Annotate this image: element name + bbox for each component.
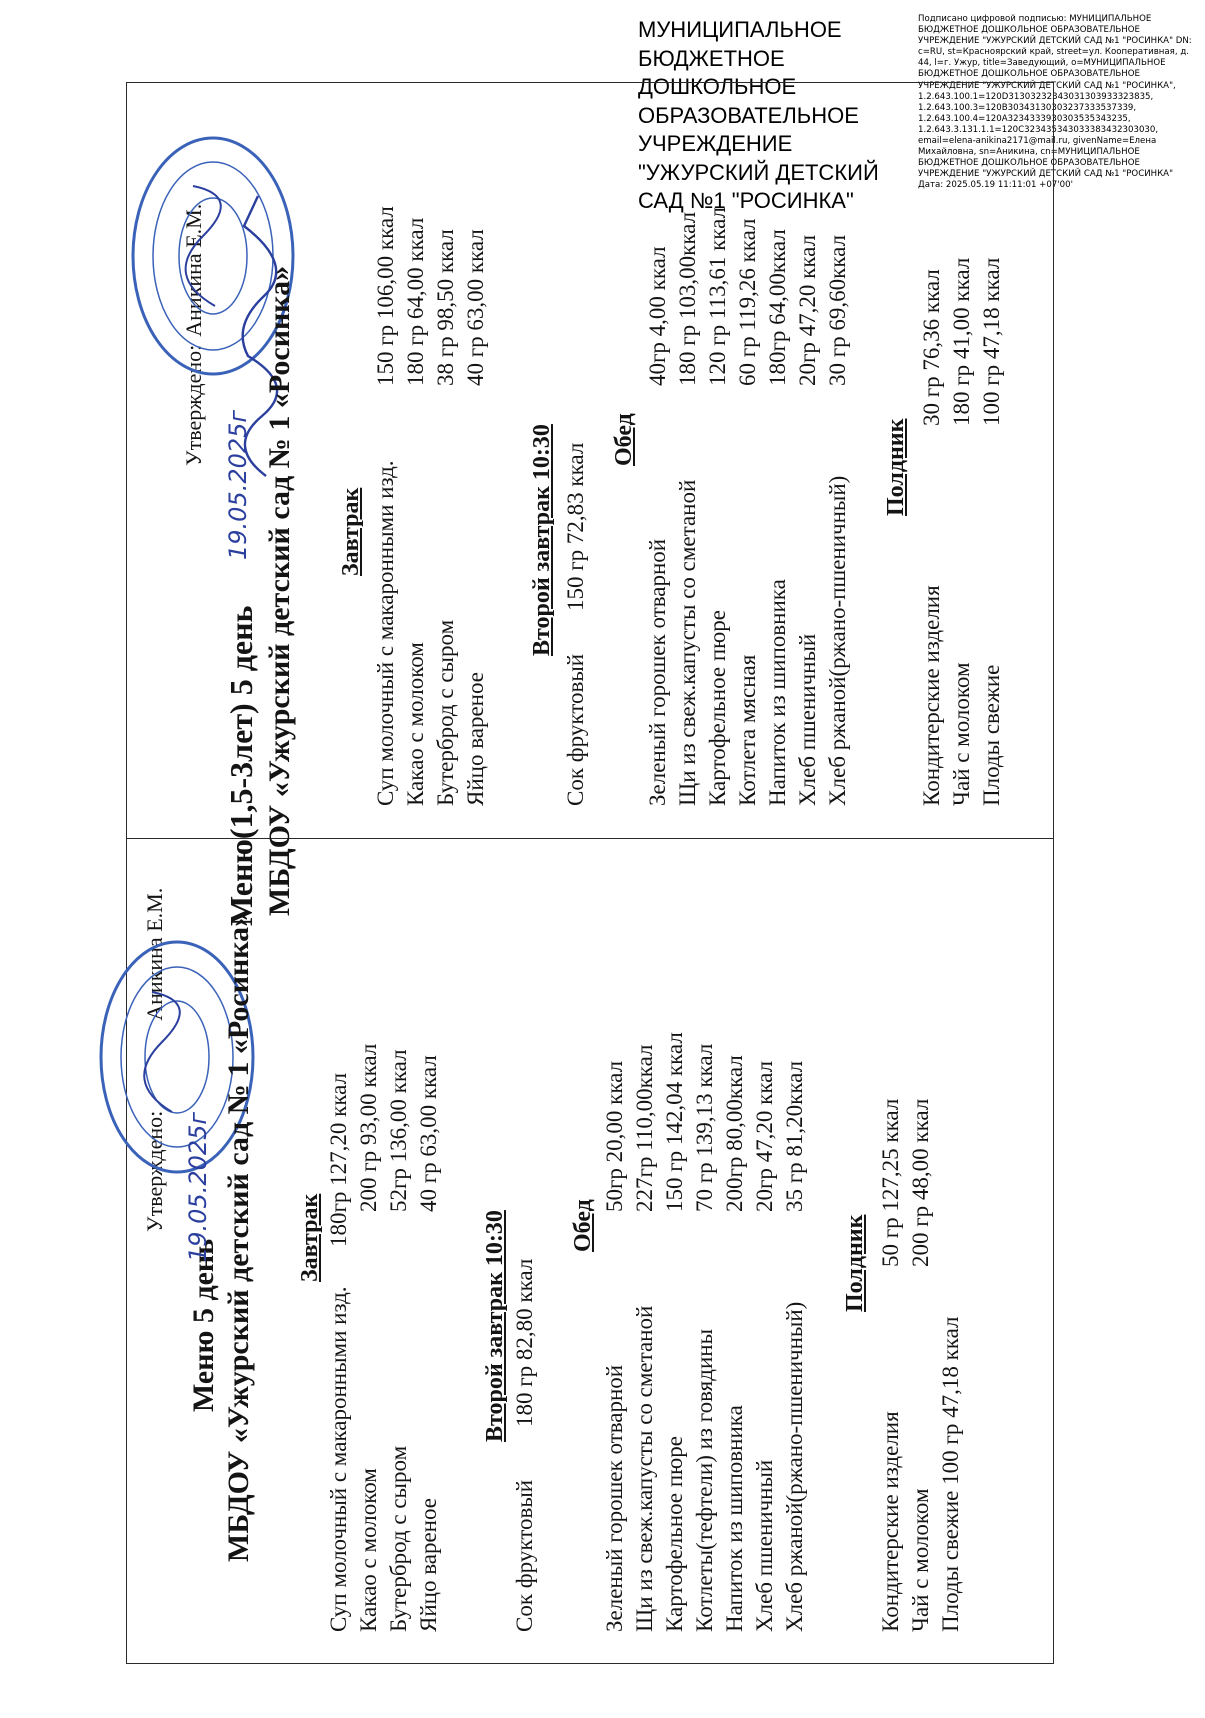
list-item [356,1043,382,1632]
list-item [373,206,399,806]
list-item [602,1060,628,1632]
dish-value: 200 гр 48,00 ккал [908,1098,933,1267]
dish-value: 52гр 136,00 ккал [386,1049,411,1212]
dish-value: 150 гр 142,04 ккал [662,1032,687,1212]
dish-name: Напиток из шиповника [765,579,790,806]
dish-value: 227гр 110,00ккал [632,1044,657,1212]
list-item [326,1072,352,1632]
dish-name: Какао с молоком [356,1468,381,1632]
dish-value: 200 гр 93,00 ккал [356,1043,381,1212]
list-item [919,269,945,806]
dish-value: 50гр 20,00 ккал [602,1060,627,1212]
dish-name: Чай с молоком [908,1488,933,1632]
list-item [765,229,791,806]
signer-organization-name: МУНИЦИПАЛЬНОЕ БЮДЖЕТНОЕ ДОШКОЛЬНОЕ ОБРАЗОВАТЕЛЬНОЕ УЧРЕЖДЕНИЕ "УЖУРСКИЙ ДЕТСКИЙ САД №1 "РОСИНКА" [638,17,879,213]
list-item [512,1258,538,1632]
dish-name: Плоды свежие 100 гр 47,18 ккал [938,1316,963,1632]
dish-value: 20гр 47,20 ккал [795,234,820,386]
dish-name: Зеленый горошек отварной [602,1364,627,1632]
dish-name: Напиток из шиповника [722,1405,747,1632]
dish-name: Котлеты(тефтели) из говядины [692,1328,717,1632]
dish-value: 40 гр 63,00 ккал [463,229,488,386]
handwritten-date: 19.05.2025г [184,1111,212,1262]
dish-name: Картофельное пюре [662,1435,687,1632]
dish-name: Котлета мясная [735,654,760,806]
dish-value: 100 гр 47,18 ккал [979,257,1004,426]
dish-name: Хлеб пшеничный [795,633,820,806]
menu-title: Меню 5 день [187,1238,220,1412]
dish-name: Какао с молоком [403,642,428,806]
dish-value: 40 гр 63,00 ккал [416,1055,441,1212]
dish-value: 40гр 4,00 ккал [645,246,670,386]
dish-name: Бутерброд с сыром [386,1445,411,1632]
dish-value: 180 гр 41,00 ккал [949,257,974,426]
list-item [705,207,731,806]
dish-value: 150 гр 72,83 ккал [563,442,588,611]
list-item [782,1060,808,1632]
list-item [825,234,851,806]
approved-by: Аникина Е.М. [142,887,167,1021]
dish-value: 180 гр 103,00ккал [675,211,700,386]
menu-subtitle: МБДОУ «Ужурский детский сад № 1 «Росинка» [222,911,255,1562]
list-item [403,217,429,806]
dish-value: 60 гр 119,26 ккал [735,218,760,386]
dish-name: Суп молочный с макаронными изд. [373,460,398,806]
dish-name: Суп молочный с макаронными изд. [326,1286,351,1632]
section-heading-second-breakfast: Второй завтрак 10:30 [529,424,555,656]
dish-value: 200гр 80,00ккал [722,1055,747,1212]
dish-value: 35 гр 81,20ккал [782,1060,807,1212]
section-heading-breakfast: Завтрак [338,487,364,576]
menu-title: Меню(1,5-3лет) 5 день [223,605,259,926]
dish-value: 180 гр 82,80 ккал [512,1258,537,1427]
dish-value: 180 гр 64,00 ккал [403,217,428,386]
dish-value: 70 гр 139,13 ккал [692,1043,717,1212]
section-heading-second-breakfast: Второй завтрак 10:30 [482,1210,508,1442]
list-item [662,1032,688,1632]
section-heading-snack: Полдник [842,1214,868,1312]
dish-name: Хлеб пшеничный [752,1459,777,1632]
dish-name: Кондитерские изделия [919,585,944,806]
dish-value: 50 гр 127,25 ккал [878,1098,903,1267]
section-heading-lunch: Обед [570,1199,596,1252]
list-item [433,229,459,806]
list-item [416,1055,442,1632]
dish-name: Хлеб ржаной(ржано-пшеничный) [782,1301,807,1632]
dish-name: Щи из свеж.капусты со сметаной [675,479,700,806]
list-item [675,211,701,806]
list-item [795,234,821,806]
dish-name: Плоды свежие [979,664,1004,806]
list-item [463,229,489,806]
dish-value: 180гр 64,00ккал [765,229,790,386]
approved-label: Утверждено: [142,1110,167,1232]
dish-value: 30 гр 76,36 ккал [919,269,944,426]
section-heading-breakfast: Завтрак [297,1193,323,1282]
dish-value: 30 гр 69,60ккал [825,234,850,386]
section-heading-lunch: Обед [611,413,637,466]
list-item [722,1055,748,1632]
list-item [692,1043,718,1632]
approved-label: Утверждено: [181,344,206,466]
list-item [878,1098,904,1632]
list-item [735,218,761,806]
list-item [563,442,589,806]
dish-name: Яйцо вареное [463,672,488,806]
list-item [938,1317,964,1632]
dish-name: Зеленый горошек отварной [645,538,670,806]
list-item [949,257,975,806]
dish-name: Хлеб ржаной(ржано-пшеничный) [825,475,850,806]
dish-value: 38 гр 98,50 ккал [433,229,458,386]
digital-signature-details: Подписано цифровой подписью: МУНИЦИПАЛЬНОЕ БЮДЖЕТНОЕ ДОШКОЛЬНОЕ ОБРАЗОВАТЕЛЬНОЕ УЧРЕЖДЕНИЕ "УЖУРСКИЙ ДЕТСКИЙ САД №1 "РОСИНКА" DN: c=RU, st=Красноярский край, street=ул. Кооперативная, д. 44, l=г. Ужур, title=Заведующий, o=МУНИЦИПАЛЬНОЕ БЮДЖЕТНОЕ ДОШКОЛЬНОЕ ОБРАЗОВАТЕЛЬНОЕ УЧРЕЖДЕНИЕ "УЖУРСКИЙ ДЕТСКИЙ САД №1 "РОСИНКА", 1.2.643.100.1=120D31303232343031303933323835, 1.2.643.100.3=120B30343130303237333537339, 1.2.643.100.4=120A3234333930303535343235, 1.2.643.3.131.1.1=120C323435343033383432303030, email=elena-anikina2171@mail.ru, givenName=Елена Михайловна, sn=Аникина, cn=МУНИЦИПАЛЬНОЕ БЮДЖЕТНОЕ ДОШКОЛЬНОЕ ОБРАЗОВАТЕЛЬНОЕ УЧРЕЖДЕНИЕ "УЖУРСКИЙ ДЕТСКИЙ САД №1 "РОСИНКА" Дата: 2025.05.19 11:11:01 +07'00' [918,14,1192,191]
list-item [632,1044,658,1632]
list-item [908,1098,934,1632]
dish-value: 150 гр 106,00 ккал [373,206,398,386]
dish-name: Бутерброд с сыром [433,619,458,806]
dish-value: 180гр 127,20 ккал [326,1072,351,1247]
handwritten-date: 19.05.2025г [224,409,252,560]
list-item [752,1060,778,1632]
dish-name: Сок фруктовый [512,1479,537,1632]
dish-name: Щи из свеж.капусты со сметаной [632,1305,657,1632]
menu-subtitle: МБДОУ «Ужурский детский сад № 1 «Росинка» [263,265,296,916]
menu-main-panel [142,852,1042,1652]
list-item [386,1049,412,1632]
section-heading-snack: Полдник [883,418,909,516]
list-item [979,257,1005,806]
dish-name: Сок фруктовый [563,653,588,806]
dish-name: Картофельное пюре [705,609,730,806]
dish-name: Чай с молоком [949,662,974,806]
approved-by: Аникина Е.М. [181,203,206,337]
dish-name: Яйцо вареное [416,1498,441,1632]
list-item [645,246,671,806]
dish-value: 20гр 47,20 ккал [752,1060,777,1212]
dish-name: Кондитерские изделия [878,1411,903,1632]
dish-value: 120 гр 113,61 ккал [705,207,730,386]
